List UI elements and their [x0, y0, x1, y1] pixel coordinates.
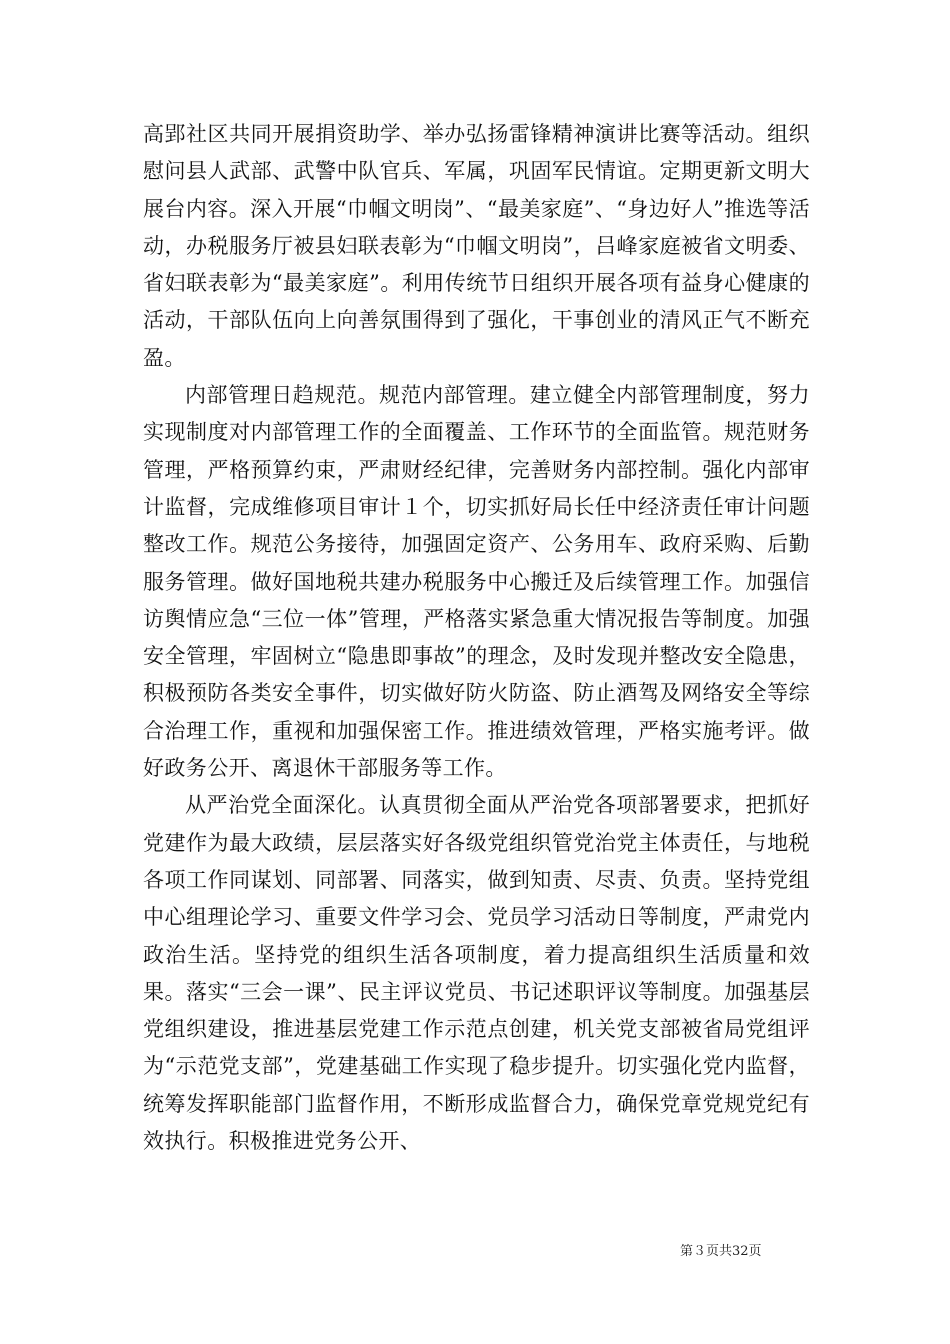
paragraph-continued: 高郢社区共同开展捐资助学、举办弘扬雷锋精神演讲比赛等活动。组织慰问县人武部、武警中队官兵、军属，巩固军民情谊。定期更新文明大展台内容。深入开展“巾帼文明岗”、“最美家庭”、“身边好人”推选等活动，办税服务厅被县妇联表彰为“巾帼文明岗”，吕峰家庭被省文明委、省妇联表彰为“最美家庭”。利用传统节日组织开展各项有益身心健康的活动，干部队伍向上向善氛围得到了强化，干事创业的清风正气不断充盈。 [143, 122, 810, 370]
paragraph-internal-management: 内部管理日趋规范。规范内部管理。建立健全内部管理制度，努力实现制度对内部管理工作的全面覆盖、工作环节的全面监管。规范财务管理，严格预算约束，严肃财经纪律，完善财务内部控制。强化内部审计监督，完成维修项目审计１个，切实抓好局长任中经济责任审计问题整改工作。规范公务接待，加强固定资产、公务用车、政府采购、后勤服务管理。做好国地税共建办税服务中心搬迁及后续管理工作。加强信访舆情应急“三位一体”管理，严格落实紧急重大情况报告等制度。加强安全管理，牢固树立“隐患即事故”的理念，及时发现并整改安全隐患，积极预防各类安全事件，切实做好防火防盗、防止酒驾及网络安全等综合治理工作，重视和加强保密工作。推进绩效管理，严格实施考评。做好政务公开、离退休干部服务等工作。 [143, 383, 810, 781]
body-text [143, 116, 810, 1160]
paragraph-party-governance: 从严治党全面深化。认真贯彻全面从严治党各项部署要求，把抓好党建作为最大政绩，层层落实好各级党组织管党治党主体责任，与地税各项工作同谋划、同部署、同落实，做到知责、尽责、负责。坚持党组中心组理论学习、重要文件学习会、党员学习活动日等制度，严肃党内政治生活。坚持党的组织生活各项制度，着力提高组织生活质量和效果。落实“三会一课”、民主评议党员、书记述职评议等制度。加强基层党组织建设，推进基层党建工作示范点创建，机关党支部被省局党组评为“示范党支部”，党建基础工作实现了稳步提升。切实强化党内监督，统筹发挥职能部门监督作用，不断形成监督合力，确保党章党规党纪有效执行。积极推进党务公开、 [143, 793, 810, 1154]
page-number-footer: 第３页共32页 [680, 1244, 762, 1259]
